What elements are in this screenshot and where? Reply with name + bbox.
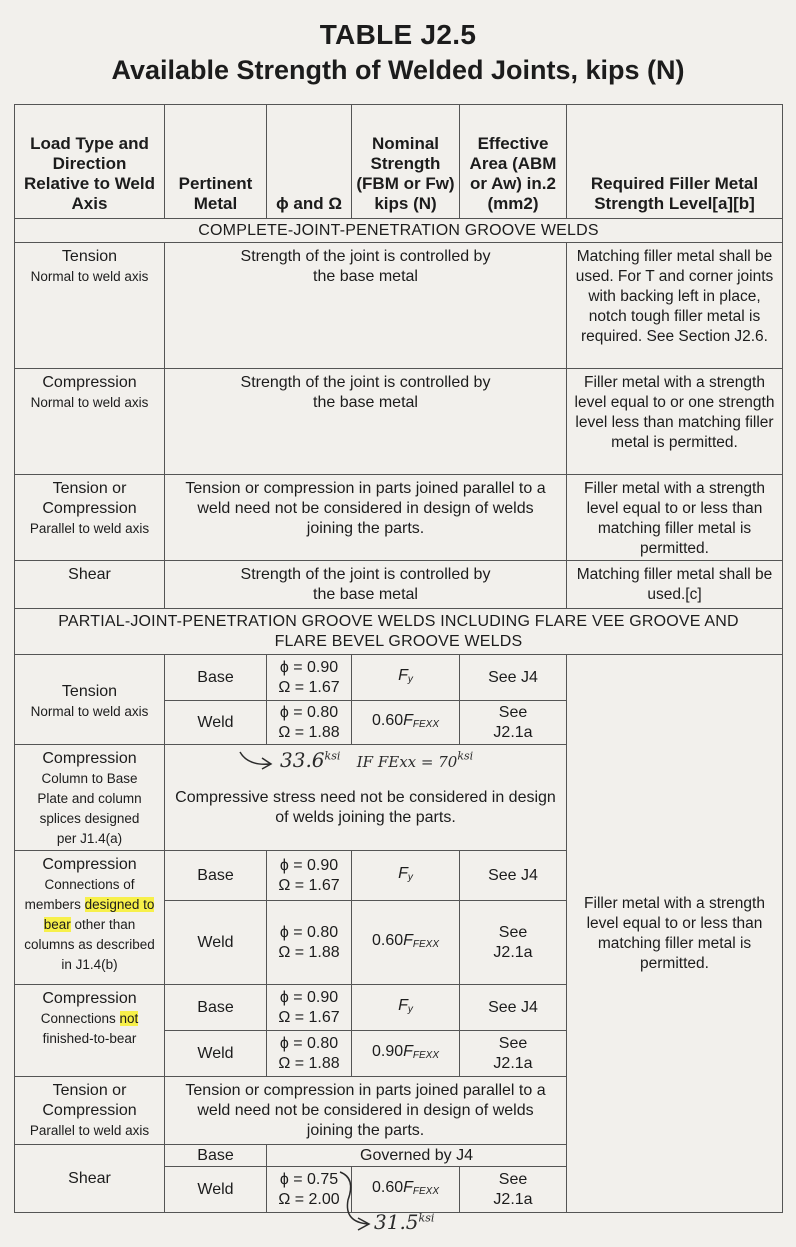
nominal-cell [352, 851, 460, 901]
header-nominal-strength: Nominal Strength (FBM or Fw) kips (N) [352, 105, 460, 219]
load-type: Tension [61, 682, 118, 700]
omega-value: Ω = 1.88 [278, 723, 340, 741]
area-cell: See J4 [460, 985, 567, 1031]
area-cell: See J2.1a [460, 1031, 567, 1077]
required-filler-text: Filler metal with a strength level equal to or one strength level less than matching filler metal is permitted. [567, 369, 783, 475]
load-type: Compression [42, 990, 137, 1007]
phi-omega-cell [267, 1167, 352, 1213]
phi-omega-cell [267, 851, 352, 901]
strength-text: Tension or compression in parts joined parallel to a weld need not be considered in design of welds joining the parts. [165, 475, 567, 561]
load-type: Compression [42, 750, 137, 767]
coefficient: 0.60 [371, 1178, 404, 1196]
metal-base: Base [165, 655, 267, 701]
section-cjp: COMPLETE-JOINT-PENETRATION GROOVE WELDS [15, 219, 783, 243]
load-direction: Normal to weld axis [30, 395, 149, 410]
table-row [15, 561, 783, 609]
load-type-cell [15, 851, 165, 985]
metal-weld: Weld [165, 1167, 267, 1213]
coefficient: 0.60 [371, 931, 404, 949]
phi-value: ϕ = 0.80 [279, 923, 339, 941]
strength-text: Compressive stress need not be considered in design of welds joining the parts. [165, 745, 567, 851]
nominal-cell: $0.90F_{FEXX}$ [352, 1031, 460, 1077]
pjp-required-filler: Filler metal with a strength level equal to or less than matching filler metal is permitted. [567, 655, 783, 1213]
header-pertinent-metal: Pertinent Metal [165, 105, 267, 219]
load-direction: Parallel to weld axis [29, 1123, 150, 1138]
phi-omega-cell [267, 701, 352, 745]
load-type-cell [15, 243, 165, 369]
metal-base: Base [165, 851, 267, 901]
table-title [14, 14, 782, 104]
phi-omega-cell [267, 985, 352, 1031]
header-load-type: Load Type and Direction Relative to Weld Axis [15, 105, 165, 219]
header-effective-area: Effective Area (ABM or Aw) in.2 (mm2) [460, 105, 567, 219]
coefficient: 0.90 [371, 1042, 404, 1060]
required-filler-text: Filler metal with a strength level equal to or less than matching filler metal is permitted. [567, 475, 783, 561]
omega-value: Ω = 1.67 [278, 1008, 340, 1026]
load-type-cell [15, 369, 165, 475]
nominal-cell: $0.60F_{FEXX}$ [352, 901, 460, 985]
phi-omega-cell [267, 655, 352, 701]
phi-value: ϕ = 0.80 [279, 1034, 339, 1052]
highlight: not [119, 1011, 139, 1026]
phi-omega-cell [267, 1031, 352, 1077]
load-type: Tension or Compression [42, 480, 137, 517]
phi-value: ϕ = 0.75 [279, 1170, 339, 1188]
table-number: TABLE J2.5 [319, 19, 477, 50]
phi-value: ϕ = 0.80 [279, 703, 339, 721]
load-type: Shear [68, 1169, 111, 1187]
metal-weld: Weld [165, 701, 267, 745]
area-cell: See J4 [460, 851, 567, 901]
header-required-filler: Required Filler Metal Strength Level[a][b] [567, 105, 783, 219]
load-type-cell [15, 745, 165, 851]
load-type: Compression [42, 856, 137, 873]
table-page [14, 14, 782, 1213]
header-row [15, 105, 783, 219]
phi-omega-cell [267, 901, 352, 985]
load-type-cell [15, 1077, 165, 1145]
load-direction: Normal to weld axis [30, 269, 149, 284]
area-cell: See J2.1a [460, 1167, 567, 1213]
load-type-cell [15, 475, 165, 561]
table-row [15, 243, 783, 369]
omega-value: Ω = 1.67 [278, 678, 340, 696]
strength-text: Tension or compression in parts joined parallel to a weld need not be considered in design of welds joining the parts. [165, 1077, 567, 1145]
area-cell: See J4 [460, 655, 567, 701]
required-filler-text: Matching filler metal shall be used.[c] [567, 561, 783, 609]
table-row [15, 369, 783, 475]
metal-weld: Weld [165, 1031, 267, 1077]
section-pjp: PARTIAL-JOINT-PENETRATION GROOVE WELDS INCLUDING FLARE VEE GROOVE AND FLARE BEVEL GROOVE WELDS [15, 609, 783, 655]
handwritten-note-33-6: $33.6^{ksi}$ IF FExx = $70^{ksi}$ [280, 748, 474, 772]
load-type-cell [15, 1145, 165, 1213]
strength-text: Strength of the joint is controlled by the base metal [165, 243, 567, 369]
load-type-cell [15, 561, 165, 609]
fy-symbol: $F_y$ [398, 864, 413, 883]
load-direction: Column to Base Plate and column splices designed per J1.4(a) [37, 771, 142, 846]
nominal-cell [352, 655, 460, 701]
load-direction: Parallel to weld axis [29, 521, 150, 536]
load-type: Shear [68, 566, 111, 583]
nominal-cell [352, 985, 460, 1031]
fexx-sub: FEXX [412, 938, 440, 950]
load-type: Tension [61, 248, 118, 265]
governed-text: Governed by J4 [267, 1145, 567, 1167]
required-filler-text: Matching filler metal shall be used. For T and corner joints with backing left in place, notch tough filler metal is required. See Section J2.6. [567, 243, 783, 369]
metal-base: Base [165, 1145, 267, 1167]
fexx-sub: FEXX [412, 1185, 440, 1197]
omega-value: Ω = 1.88 [278, 1054, 340, 1072]
phi-value: ϕ = 0.90 [279, 988, 339, 1006]
fexx-sub: FEXX [412, 718, 440, 730]
load-type: Tension or Compression [42, 1082, 137, 1119]
load-direction: Connections of members designed to bear other than columns as described in J1.4(b) [24, 877, 155, 972]
metal-weld: Weld [165, 901, 267, 985]
highlight: designed to bear [43, 897, 155, 932]
load-type-cell [15, 655, 165, 745]
table-caption: Available Strength of Welded Joints, kips (N) [111, 55, 685, 85]
welded-joints-table [14, 104, 783, 1213]
nominal-cell: $0.60F_{FEXX}$ [352, 1167, 460, 1213]
omega-value: Ω = 1.67 [278, 876, 340, 894]
handwritten-note-31-5: $31.5^{ksi}$ [374, 1210, 435, 1234]
omega-value: Ω = 2.00 [278, 1190, 340, 1208]
load-direction: Normal to weld axis [30, 703, 149, 719]
fexx-sub: FEXX [412, 1049, 440, 1061]
table-row [15, 655, 783, 701]
area-cell: See J2.1a [460, 901, 567, 985]
phi-value: ϕ = 0.90 [279, 658, 339, 676]
metal-base: Base [165, 985, 267, 1031]
phi-value: ϕ = 0.90 [279, 856, 339, 874]
coefficient: 0.60 [371, 711, 404, 729]
omega-value: Ω = 1.88 [278, 943, 340, 961]
strength-text: Strength of the joint is controlled by the base metal [165, 369, 567, 475]
load-direction: Connections not finished-to-bear [40, 1011, 139, 1046]
header-phi-omega: ϕ and Ω [267, 105, 352, 219]
table-row [15, 475, 783, 561]
load-type: Compression [42, 374, 137, 391]
fy-symbol: $F_y$ [398, 996, 413, 1015]
strength-text: Strength of the joint is controlled by the base metal [165, 561, 567, 609]
fy-symbol: $F_y$ [398, 666, 413, 685]
area-cell: See J2.1a [460, 701, 567, 745]
load-type-cell [15, 985, 165, 1077]
nominal-cell: $0.60F_{FEXX}$ [352, 701, 460, 745]
